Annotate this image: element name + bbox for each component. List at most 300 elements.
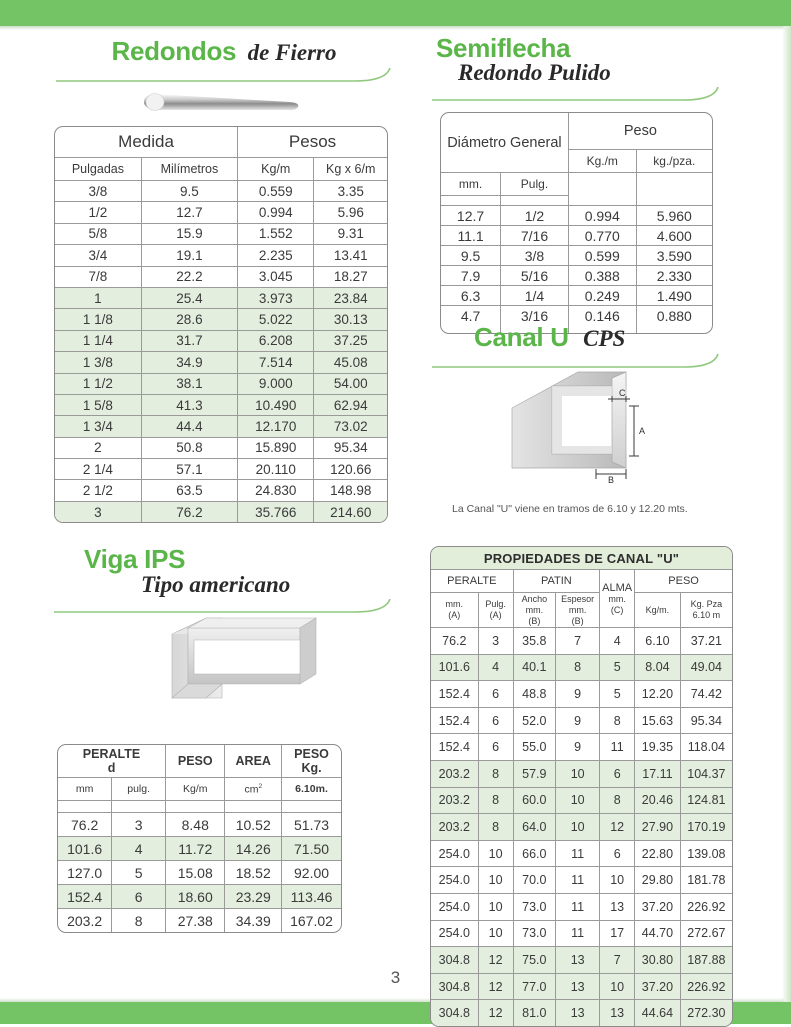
table-cell: 81.0 (513, 1000, 556, 1026)
table-cell: 40.1 (513, 654, 556, 681)
table-cell: 6 (478, 734, 513, 761)
table-row (431, 920, 732, 947)
table-cell: 37.20 (635, 973, 681, 1000)
table-cell: 52.0 (513, 707, 556, 734)
table-cell: 49.04 (680, 654, 732, 681)
table-row (55, 501, 387, 522)
table-row (431, 628, 732, 655)
col-header-peralte-pulg-line1: Pulg. (485, 599, 506, 609)
table-cell: 3 (55, 501, 141, 522)
table-cell: 27.38 (166, 909, 225, 933)
table-row (431, 814, 732, 841)
table-row (58, 909, 341, 933)
table-row (55, 309, 387, 330)
table-cell: 1 1/4 (55, 330, 141, 351)
table-cell: 1 3/4 (55, 416, 141, 437)
table-cell: 3 (478, 628, 513, 655)
col-header-patin-ancho-line2: mm. (525, 604, 544, 615)
table-cell: 181.78 (680, 867, 732, 894)
group-header-area: AREA (225, 745, 282, 778)
col-header-kgm: Kg/m (166, 778, 225, 801)
group-header-peralte-line2: d (107, 761, 116, 775)
table-canal-body (431, 628, 732, 1026)
spacer-cell (636, 196, 712, 206)
table-canal-title-row (431, 547, 732, 570)
table-cell: 6 (478, 707, 513, 734)
right-edge-gradient (782, 26, 791, 1002)
table-row (55, 352, 387, 373)
table-cell: 13 (600, 1000, 635, 1026)
table-row (55, 223, 387, 244)
col-header-patin-ancho-line3: (B) (528, 615, 541, 626)
table-cell: 6 (600, 760, 635, 787)
table-cell: 8 (478, 760, 513, 787)
table-cell: 254.0 (431, 920, 478, 947)
heading-semiflecha-primary: Semiflecha (436, 33, 571, 63)
table-cell: 304.8 (431, 947, 478, 974)
heading-viga-secondary: Tipo americano (141, 572, 291, 597)
table-cell: 57.1 (141, 459, 237, 480)
table-cell: 7 (600, 947, 635, 974)
col-header-peralte-pulg (478, 593, 513, 628)
section-heading-semiflecha (432, 33, 722, 103)
table-row (55, 330, 387, 351)
table-row (55, 394, 387, 415)
table-cell: 0.880 (636, 306, 712, 326)
table-row (431, 840, 732, 867)
col-header-peralte-mm-line1: mm. (445, 599, 464, 609)
table-cell: 1.490 (636, 286, 712, 306)
table-row (55, 266, 387, 287)
table-redondos-card (54, 126, 388, 523)
col-header-patin-espesor (556, 593, 600, 628)
canal-u-illustration (508, 368, 668, 488)
table-semiflecha (441, 113, 712, 333)
table-semiflecha-spacer-row (441, 196, 712, 206)
table-cell: 64.0 (513, 814, 556, 841)
table-cell: 7 (556, 628, 600, 655)
table-cell: 13 (556, 947, 600, 974)
table-cell: 1/2 (55, 202, 141, 223)
table-cell: 10.490 (238, 394, 314, 415)
table-cell: 9.5 (441, 246, 501, 266)
table-cell: 187.88 (680, 947, 732, 974)
page-number: 3 (390, 968, 401, 987)
table-cell: 124.81 (680, 787, 732, 814)
table-viga-spacer-row (58, 801, 341, 813)
table-cell: 304.8 (431, 1000, 478, 1026)
table-cell: 139.08 (680, 840, 732, 867)
table-cell: 24.830 (238, 480, 314, 501)
table-cell: 272.30 (680, 1000, 732, 1026)
col-header-pulgadas: Pulgadas (55, 158, 141, 181)
col-header-610m: 6.10m. (282, 778, 341, 801)
table-cell: 3/8 (55, 181, 141, 202)
table-row (55, 373, 387, 394)
col-header-kgm: Kg/m (238, 158, 314, 181)
table-cell: 41.3 (141, 394, 237, 415)
table-cell: 73.02 (314, 416, 387, 437)
spacer-cell (501, 196, 569, 206)
table-cell: 6.10 (635, 628, 681, 655)
table-cell: 1/2 (501, 206, 569, 226)
table-cell: 10 (556, 760, 600, 787)
section-heading-canal (432, 322, 722, 370)
table-cell: 19.1 (141, 245, 237, 266)
table-cell: 12.7 (141, 202, 237, 223)
col-header-patin-ancho-line1: Ancho (521, 593, 548, 604)
table-cell: 17 (600, 920, 635, 947)
table-cell: 4.7 (441, 306, 501, 326)
table-cell: 254.0 (431, 840, 478, 867)
table-cell: 3.973 (238, 287, 314, 308)
table-cell: 11.1 (441, 226, 501, 246)
spacer-cell (112, 801, 166, 813)
heading-canal-secondary: CPS (583, 326, 626, 351)
table-cell: 152.4 (58, 885, 112, 909)
table-cell: 34.9 (141, 352, 237, 373)
table-cell: 5.022 (238, 309, 314, 330)
table-cell: 73.0 (513, 920, 556, 947)
table-row (58, 813, 341, 837)
spacer-cell (282, 801, 341, 813)
table-row (58, 885, 341, 909)
table-cell: 203.2 (58, 909, 112, 933)
spacer-cell (441, 196, 501, 206)
table-cell: 167.02 (282, 909, 341, 933)
table-cell: 28.6 (141, 309, 237, 330)
table-cell: 9 (556, 707, 600, 734)
table-cell: 0.770 (568, 226, 636, 246)
table-cell: 272.67 (680, 920, 732, 947)
table-semiflecha-card (440, 112, 713, 334)
spacer-cell (568, 173, 636, 196)
col-header-peso-kgpza-line1: Kg. Pza (690, 599, 723, 609)
table-cell: 12.170 (238, 416, 314, 437)
table-cell: 71.50 (282, 837, 341, 861)
table-cell: 8 (556, 654, 600, 681)
round-bar-illustration (140, 88, 305, 118)
table-cell: 2 1/2 (55, 480, 141, 501)
table-viga-card (57, 744, 342, 933)
table-cell: 3/16 (501, 306, 569, 326)
col-header-peso-kgm-line1: Kg/m. (645, 604, 670, 615)
table-cell: 12 (478, 973, 513, 1000)
col-header-peralte-mm (431, 593, 478, 628)
table-cell: 2 (55, 437, 141, 458)
table-cell: 44.4 (141, 416, 237, 437)
table-cell: 3.045 (238, 266, 314, 287)
table-cell: 11 (556, 893, 600, 920)
table-cell: 8 (600, 707, 635, 734)
table-row (55, 287, 387, 308)
group-header-peralte-line1: PERALTE (82, 747, 141, 761)
table-cell: 13 (600, 893, 635, 920)
table-cell: 8 (600, 787, 635, 814)
table-cell: 4 (112, 837, 166, 861)
table-row (431, 1000, 732, 1026)
table-cell: 10.52 (225, 813, 282, 837)
table-cell: 15.63 (635, 707, 681, 734)
table-cell: 44.64 (635, 1000, 681, 1026)
table-row (58, 861, 341, 885)
table-cell: 0.994 (238, 202, 314, 223)
table-cell: 75.0 (513, 947, 556, 974)
table-cell: 18.27 (314, 266, 387, 287)
table-cell: 1/4 (501, 286, 569, 306)
table-row (55, 181, 387, 202)
table-cell: 14.26 (225, 837, 282, 861)
table-row (431, 787, 732, 814)
table-cell: 5/16 (501, 266, 569, 286)
table-cell: 66.0 (513, 840, 556, 867)
table-cell: 18.52 (225, 861, 282, 885)
col-header-patin-espesor-line2: mm. (568, 604, 587, 615)
table-row (441, 266, 712, 286)
group-header-peso-kg-line1: PESO (294, 747, 329, 761)
table-cell: 5 (600, 681, 635, 708)
col-header-peralte-mm-line2: (A) (448, 610, 461, 620)
table-cell: 22.80 (635, 840, 681, 867)
table-cell: 152.4 (431, 707, 478, 734)
table-cell: 73.0 (513, 893, 556, 920)
col-header-alma-mm: mm. (608, 593, 626, 604)
table-cell: 0.388 (568, 266, 636, 286)
table-cell: 63.5 (141, 480, 237, 501)
section-heading-redondos (54, 36, 394, 84)
table-cell: 11 (600, 734, 635, 761)
group-header-medida: Medida (55, 127, 238, 158)
table-cell: 30.13 (314, 309, 387, 330)
table-cell: 9.5 (141, 181, 237, 202)
table-cell: 10 (478, 920, 513, 947)
table-cell: 5 (600, 654, 635, 681)
section-heading-viga (54, 544, 394, 615)
canal-dim-label-a: A (639, 426, 646, 436)
table-cell: 203.2 (431, 787, 478, 814)
table-row (431, 681, 732, 708)
table-cell: 18.60 (166, 885, 225, 909)
table-cell: 92.00 (282, 861, 341, 885)
table-cell: 95.34 (680, 707, 732, 734)
col-header-kg-m: Kg./m (568, 150, 636, 173)
table-cell: 148.98 (314, 480, 387, 501)
table-cell: 9 (556, 681, 600, 708)
table-cell: 57.9 (513, 760, 556, 787)
table-cell: 12 (478, 1000, 513, 1026)
col-header-patin-espesor-line3: (B) (571, 615, 584, 626)
table-cell: 7.9 (441, 266, 501, 286)
table-row (441, 286, 712, 306)
col-header-patin-ancho (513, 593, 556, 628)
table-row (441, 226, 712, 246)
table-cell: 4.600 (636, 226, 712, 246)
table-cell: 30.80 (635, 947, 681, 974)
table-cell: 9.31 (314, 223, 387, 244)
table-cell: 10 (600, 867, 635, 894)
canal-dim-label-c: C (619, 388, 626, 398)
table-cell: 2.235 (238, 245, 314, 266)
table-cell: 304.8 (431, 973, 478, 1000)
table-cell: 10 (556, 814, 600, 841)
spacer-cell (568, 196, 636, 206)
table-cell: 34.39 (225, 909, 282, 933)
table-cell: 254.0 (431, 867, 478, 894)
top-green-band (0, 0, 791, 26)
table-row (55, 459, 387, 480)
table-canal-card (430, 546, 733, 1027)
col-header-kg-pza: kg./pza. (636, 150, 712, 173)
table-cell: 10 (478, 893, 513, 920)
table-cell: 10 (478, 840, 513, 867)
table-cell: 17.11 (635, 760, 681, 787)
table-row (55, 437, 387, 458)
table-semiflecha-group-header-row (441, 113, 712, 150)
table-cell: 5.96 (314, 202, 387, 223)
table-cell: 76.2 (58, 813, 112, 837)
table-cell: 20.46 (635, 787, 681, 814)
group-header-alma-text: ALMA (602, 581, 633, 594)
table-viga-header-row (58, 778, 341, 801)
table-cell: 203.2 (431, 814, 478, 841)
table-cell: 152.4 (431, 734, 478, 761)
table-row (431, 654, 732, 681)
table-cell: 15.9 (141, 223, 237, 244)
table-cell: 23.29 (225, 885, 282, 909)
heading-redondos-primary: Redondos (111, 36, 237, 66)
table-cell: 3.590 (636, 246, 712, 266)
canal-dim-label-b: B (608, 475, 615, 485)
table-cell: 95.34 (314, 437, 387, 458)
group-header-peso-kg (282, 745, 341, 778)
table-cell: 6 (600, 840, 635, 867)
table-cell: 7.514 (238, 352, 314, 373)
table-cell: 29.80 (635, 867, 681, 894)
table-cell: 8 (112, 909, 166, 933)
col-header-kgx6m: Kg x 6/m (314, 158, 387, 181)
table-cell: 9 (556, 734, 600, 761)
table-cell: 11.72 (166, 837, 225, 861)
table-cell: 4 (600, 628, 635, 655)
table-cell: 12 (600, 814, 635, 841)
table-cell: 20.110 (238, 459, 314, 480)
group-header-alma (600, 570, 635, 628)
table-cell: 1 5/8 (55, 394, 141, 415)
spacer-cell (58, 801, 112, 813)
table-cell: 22.2 (141, 266, 237, 287)
table-cell: 9.000 (238, 373, 314, 394)
table-cell: 62.94 (314, 394, 387, 415)
table-cell: 31.7 (141, 330, 237, 351)
table-canal-header-row (431, 593, 732, 628)
table-cell: 170.19 (680, 814, 732, 841)
viga-ips-illustration (150, 612, 330, 722)
col-header-cm2-exponent: 2 (258, 782, 263, 790)
table-cell: 8.48 (166, 813, 225, 837)
table-cell: 254.0 (431, 893, 478, 920)
table-cell: 0.146 (568, 306, 636, 326)
table-cell: 54.00 (314, 373, 387, 394)
table-cell: 6.3 (441, 286, 501, 306)
col-header-cm2 (225, 778, 282, 801)
table-cell: 7/8 (55, 266, 141, 287)
table-cell: 37.21 (680, 628, 732, 655)
top-band-shadow (0, 26, 791, 30)
table-cell: 76.2 (431, 628, 478, 655)
table-row (431, 707, 732, 734)
spacer-cell (166, 801, 225, 813)
table-row (441, 206, 712, 226)
table-cell: 0.599 (568, 246, 636, 266)
table-cell: 118.04 (680, 734, 732, 761)
col-header-peso-kgm (635, 593, 681, 628)
table-cell: 8 (478, 814, 513, 841)
table-row (431, 893, 732, 920)
table-cell: 226.92 (680, 893, 732, 920)
table-cell: 226.92 (680, 973, 732, 1000)
heading-canal-primary: Canal U (474, 322, 569, 352)
table-cell: 15.890 (238, 437, 314, 458)
col-header-peso-kgpza (680, 593, 732, 628)
col-header-mm: mm. (441, 173, 501, 196)
col-header-peso-kgpza-line2: 6.10 m (692, 610, 721, 620)
table-cell: 23.84 (314, 287, 387, 308)
heading-semiflecha-secondary: Redondo Pulido (458, 60, 611, 85)
table-cell: 13 (556, 1000, 600, 1026)
table-cell: 44.70 (635, 920, 681, 947)
table-canal-group-header-row (431, 570, 732, 593)
table-row (55, 245, 387, 266)
table-cell: 10 (600, 973, 635, 1000)
table-cell: 50.8 (141, 437, 237, 458)
table-redondos (55, 127, 387, 522)
table-row (55, 480, 387, 501)
table-cell: 101.6 (58, 837, 112, 861)
table-row (55, 416, 387, 437)
table-cell: 12 (478, 947, 513, 974)
table-cell: 3.35 (314, 181, 387, 202)
table-cell: 5 (112, 861, 166, 885)
table-cell: 152.4 (431, 681, 478, 708)
table-cell: 203.2 (431, 760, 478, 787)
table-cell: 60.0 (513, 787, 556, 814)
table-cell: 120.66 (314, 459, 387, 480)
col-header-mm: mm (58, 778, 112, 801)
table-cell: 38.1 (141, 373, 237, 394)
table-cell: 10 (478, 867, 513, 894)
table-cell: 37.25 (314, 330, 387, 351)
table-semiflecha-body (441, 206, 712, 326)
table-row (441, 246, 712, 266)
group-header-diametro-general-text: Diámetro General (447, 134, 562, 151)
table-cell: 12.20 (635, 681, 681, 708)
table-canal (431, 547, 732, 1026)
table-cell: 15.08 (166, 861, 225, 885)
heading-underline-swoosh (432, 87, 722, 103)
table-cell: 1 3/8 (55, 352, 141, 373)
group-header-peralte: PERALTE (431, 570, 513, 593)
table-cell: 1.552 (238, 223, 314, 244)
table-cell: 55.0 (513, 734, 556, 761)
table-cell: 45.08 (314, 352, 387, 373)
table-cell: 13.41 (314, 245, 387, 266)
table-row (431, 760, 732, 787)
table-cell: 3 (112, 813, 166, 837)
table-cell: 7/16 (501, 226, 569, 246)
table-row (431, 867, 732, 894)
table-row (58, 837, 341, 861)
group-header-pesos: Pesos (238, 127, 387, 158)
